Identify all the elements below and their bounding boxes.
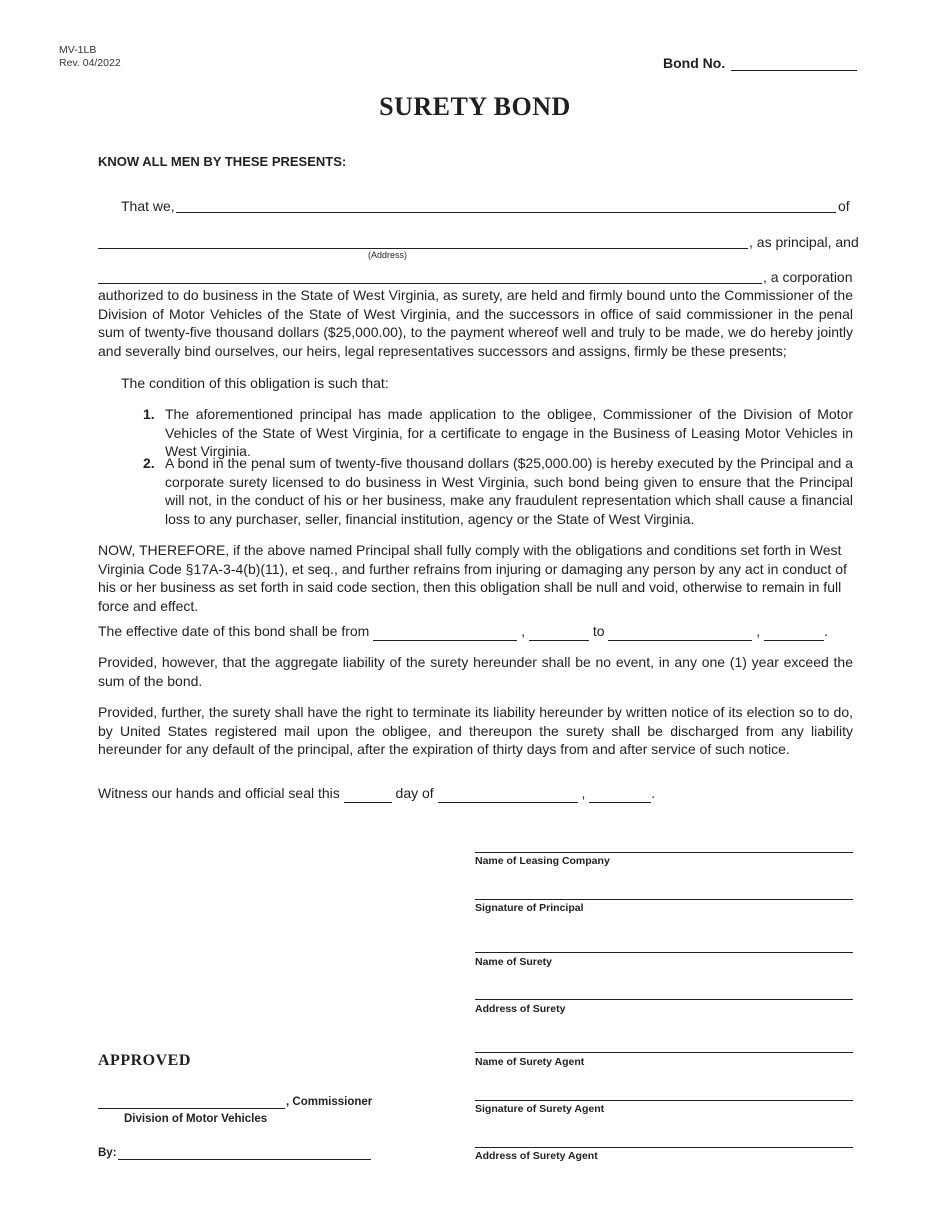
surety-agent-address-label: Address of Surety Agent [475, 1150, 598, 1162]
condition-2-number: 2. [143, 455, 155, 471]
address-caption: (Address) [368, 250, 408, 260]
witness-comma: , [581, 785, 586, 801]
that-we-label: That we, [121, 198, 175, 214]
by-signature-line[interactable] [118, 1159, 371, 1160]
provided-further-paragraph: Provided, further, the surety shall have the right to terminate its liability hereunder by written notice of its election so to do, by United States registered mail upon the obligee, and thereupon the surety shall be discharged from any liability hereunder for any default of the principal, after the expiration of thirty days from and after service of such notice. [98, 704, 853, 758]
now-therefore-paragraph: NOW, THEREFORE, if the above named Principal shall fully comply with the obligations and conditions set forth in West Virginia Code §17A-3-4(b)(11), et seq., and further refrains from injuring or damaging any person by any act in conduct of his or her business as set forth in said code section, then this obligation shall be null and void, otherwise to remain in full force and effect. [98, 542, 847, 615]
principal-signature-label: Signature of Principal [475, 902, 584, 914]
condition-1-number: 1. [143, 406, 155, 422]
by-label: By: [98, 1147, 117, 1159]
commissioner-label: , Commissioner [286, 1096, 373, 1108]
know-all-heading: KNOW ALL MEN BY THESE PRESENTS: [98, 154, 347, 169]
principal-name-line[interactable] [176, 212, 836, 213]
of-label: of [838, 198, 850, 214]
witness-day-of-label: day of [395, 785, 434, 801]
condition-2-text: A bond in the penal sum of twenty-five thousand dollars ($25,000.00) is hereby executed by the Principal and a corporate surety licensed to do business in West Virginia, such bond being given to ensure that the Principal will not, in the conduct of his or her business, make any fraudulent representation which shall cause a financial loss to any purchaser, seller, financial institution, agency or the State of West Virginia. [165, 455, 853, 528]
surety-agent-name-label: Name of Surety Agent [475, 1056, 585, 1068]
principal-signature-line[interactable] [475, 899, 853, 900]
witness-day-input[interactable] [344, 788, 392, 803]
effective-to-year-input[interactable] [764, 626, 824, 641]
effective-comma-1: , [521, 623, 526, 639]
surety-address-label: Address of Surety [475, 1003, 566, 1015]
form-revision: Rev. 04/2022 [59, 57, 121, 69]
commissioner-signature-line[interactable] [98, 1108, 285, 1109]
intro-paragraph: authorized to do business in the State of West Virginia, as surety, are held and firmly bound unto the Commissioner of the Division of Motor Vehicles of the State of West Virginia, and the successors in office of said commissioner in the penal sum of twenty-five thousand dollars ($25,000.00), to the payment whereof well and truly to be made, we do hereby jointly and severally bind ourselves, our heirs, legal representatives successors and assigns, firmly be these presents; [98, 287, 853, 360]
witness-end-period: . [651, 785, 656, 801]
as-principal-label: , as principal, and [749, 234, 859, 250]
effective-from-date-input[interactable] [373, 626, 517, 641]
surety-agent-address-line[interactable] [475, 1147, 853, 1148]
division-label: Division of Motor Vehicles [124, 1113, 268, 1125]
leasing-company-name-line[interactable] [475, 852, 853, 853]
form-identifier [59, 44, 121, 70]
leasing-company-name-label: Name of Leasing Company [475, 855, 610, 867]
surety-address-line[interactable] [475, 999, 853, 1000]
witness-label: Witness our hands and official seal this [98, 785, 340, 801]
surety-name-label: Name of Surety [475, 956, 553, 968]
effective-comma-2: , [756, 623, 761, 639]
effective-from-year-input[interactable] [529, 626, 589, 641]
effective-end-period: . [824, 623, 828, 639]
corporation-label: , a corporation [763, 269, 853, 285]
witness-line [98, 784, 655, 803]
effective-to-date-input[interactable] [608, 626, 752, 641]
approved-heading: APPROVED [98, 1052, 191, 1069]
bond-number-field [663, 55, 857, 71]
effective-date-label: The effective date of this bond shall be from [98, 623, 370, 639]
effective-date-line [98, 622, 828, 641]
witness-month-input[interactable] [438, 788, 578, 803]
surety-agent-signature-line[interactable] [475, 1100, 853, 1101]
bond-number-label: Bond No. [663, 55, 726, 71]
surety-name-line[interactable] [475, 952, 853, 953]
principal-address-line[interactable] [98, 248, 748, 249]
surety-corporation-line[interactable] [98, 283, 762, 284]
form-code: MV-1LB [59, 44, 97, 56]
condition-intro: The condition of this obligation is such that: [121, 375, 389, 391]
witness-year-input[interactable] [589, 788, 651, 803]
surety-agent-name-line[interactable] [475, 1052, 853, 1053]
document-title: SURETY BOND [379, 92, 571, 121]
effective-to-label: to [592, 623, 605, 639]
bond-number-input[interactable] [731, 56, 857, 71]
provided-however-paragraph: Provided, however, that the aggregate liability of the surety hereunder shall be no event, in any one (1) year exceed the sum of the bond. [98, 654, 853, 689]
condition-1-text: The aforementioned principal has made application to the obligee, Commissioner of the Division of Motor Vehicles of the State of West Virginia, for a certificate to engage in the Business of Leasing Motor Vehicles in West Virginia. [165, 406, 853, 460]
surety-agent-signature-label: Signature of Surety Agent [475, 1103, 605, 1115]
